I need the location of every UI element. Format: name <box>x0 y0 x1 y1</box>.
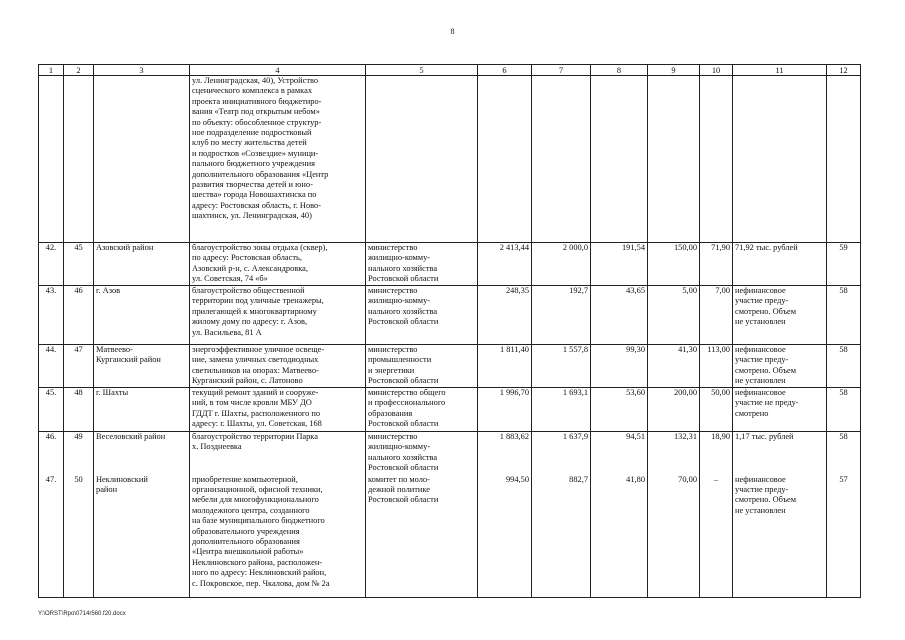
non-financial-participation: нефинансовое участие преду- смотрено. Объем не установлен <box>733 345 827 388</box>
header-cell: 2 <box>64 65 94 76</box>
value-col9: 150,00 <box>648 243 700 286</box>
non-financial-participation: нефинансовое участие преду- смотрено. Объем не установлен <box>733 475 827 598</box>
value-col6: 248,35 <box>478 286 532 345</box>
non-financial-participation: нефинансовое участие не преду- смотрено <box>733 388 827 432</box>
value-col10: 18,90 <box>700 432 733 475</box>
ministry: министерство промышленности и энергетики Ростовской области <box>366 345 478 388</box>
header-cell: 12 <box>827 65 861 76</box>
row-number: 46. <box>39 432 64 475</box>
continuation-text: ул. Ленинградская, 40), Устройство сценического комплекса в рамках проекта инициативного бюджетиро- вания «Театр под открытым небом» по объекту: обособленное структур- ное подразделение подростковый клуб по месту жительства детей и подростков «Созвездие» муници- пального бюджетного учреждения дополнительного образования «Центр развития творчества детей и юно- шества» города Новошахтинска по адресу: Ростовская область, г. Ново- шахтинск, ул. Ленинградская, 40) <box>190 76 366 243</box>
value-col6: 1 996,70 <box>478 388 532 432</box>
item-number: 49 <box>64 432 94 475</box>
municipality: г. Шахты <box>94 388 190 432</box>
row-number: 44. <box>39 345 64 388</box>
item-number: 47 <box>64 345 94 388</box>
row-number: 42. <box>39 243 64 286</box>
ministry: министерство жилищно-комму- нального хозяйства Ростовской области <box>366 243 478 286</box>
ministry: комитет по моло- дежной политике Ростовской области <box>366 475 478 598</box>
header-cell: 3 <box>94 65 190 76</box>
item-number: 50 <box>64 475 94 598</box>
value-col12: 57 <box>827 475 861 598</box>
item-number: 46 <box>64 286 94 345</box>
project-description: благоустройство общественной территории под уличные тренажеры, прилегающей к многоквартирному жилому дому по адресу: г. Азов, ул. Васильева, 81 А <box>190 286 366 345</box>
table-row <box>39 286 861 345</box>
header-cell: 8 <box>591 65 648 76</box>
project-description: благоустройство зоны отдыха (сквер), по адресу: Ростовская область, Азовский р-н, с. Александровка, ул. Советская, 74 «б» <box>190 243 366 286</box>
project-description: благоустройство территории Парка х. Позднеевка <box>190 432 366 475</box>
table-row <box>39 432 861 475</box>
continuation-row <box>39 76 861 243</box>
value-col12: 58 <box>827 345 861 388</box>
value-col9: 132,31 <box>648 432 700 475</box>
header-cell: 1 <box>39 65 64 76</box>
value-col7: 882,7 <box>532 475 591 598</box>
value-col10: 113,00 <box>700 345 733 388</box>
file-path-footer: Y:\ORST\Rpo\0714r560.f20.docx <box>38 611 126 617</box>
table-row <box>39 345 861 388</box>
value-col8: 41,80 <box>591 475 648 598</box>
municipality: Матвеево- Курганский район <box>94 345 190 388</box>
value-col8: 43,65 <box>591 286 648 345</box>
value-col7: 2 000,0 <box>532 243 591 286</box>
row-number: 47. <box>39 475 64 598</box>
value-col12: 58 <box>827 388 861 432</box>
value-col7: 192,7 <box>532 286 591 345</box>
header-cell: 6 <box>478 65 532 76</box>
header-row <box>39 65 861 76</box>
value-col8: 53,60 <box>591 388 648 432</box>
item-number: 45 <box>64 243 94 286</box>
header-cell: 7 <box>532 65 591 76</box>
value-col9: 41,30 <box>648 345 700 388</box>
value-col10: 50,00 <box>700 388 733 432</box>
header-cell: 11 <box>733 65 827 76</box>
non-financial-participation: нефинансовое участие преду- смотрено. Объем не установлен <box>733 286 827 345</box>
value-col7: 1 637,9 <box>532 432 591 475</box>
value-col12: 58 <box>827 432 861 475</box>
project-description: приобретение компьютерной, организационной, офисной техники, мебели для многофункционального молодежного центра, созданного на базе муниципального бюджетного образовательного учреждения дополнительного образования «Центра внешкольной работы» Неклиновского района, расположен- ного по адресу: Неклиновский район, с. Покровское, пер. Чкалова, дом № 2а <box>190 475 366 598</box>
header-cell: 9 <box>648 65 700 76</box>
municipality: Веселовский район <box>94 432 190 475</box>
page-number: 8 <box>450 27 455 36</box>
row-number: 43. <box>39 286 64 345</box>
value-col8: 191,54 <box>591 243 648 286</box>
item-number: 48 <box>64 388 94 432</box>
value-col6: 994,50 <box>478 475 532 598</box>
table-row <box>39 243 861 286</box>
value-col9: 5,00 <box>648 286 700 345</box>
table-row <box>39 475 861 598</box>
value-col7: 1 693,1 <box>532 388 591 432</box>
value-col8: 99,30 <box>591 345 648 388</box>
ministry: министерство общего и профессионального образования Ростовской области <box>366 388 478 432</box>
value-col8: 94,51 <box>591 432 648 475</box>
value-col12: 59 <box>827 243 861 286</box>
value-col6: 1 883,62 <box>478 432 532 475</box>
value-col10: 7,00 <box>700 286 733 345</box>
row-number: 45. <box>39 388 64 432</box>
value-col9: 70,00 <box>648 475 700 598</box>
table-row <box>39 388 861 432</box>
value-col6: 1 811,40 <box>478 345 532 388</box>
value-col7: 1 557,8 <box>532 345 591 388</box>
value-col9: 200,00 <box>648 388 700 432</box>
value-col10: – <box>700 475 733 598</box>
municipality: Азовский район <box>94 243 190 286</box>
ministry: министерство жилищно-комму- нального хозяйства Ростовской области <box>366 432 478 475</box>
municipality: г. Азов <box>94 286 190 345</box>
value-col12: 58 <box>827 286 861 345</box>
non-financial-participation: 1,17 тыс. рублей <box>733 432 827 475</box>
ministry: министерство жилищно-комму- нального хозяйства Ростовской области <box>366 286 478 345</box>
project-description: текущий ремонт зданий и сооруже- ний, в том числе кровли МБУ ДО ГДДТ г. Шахты, расположенного по адресу: г. Шахты, ул. Советская, 168 <box>190 388 366 432</box>
header-cell: 4 <box>190 65 366 76</box>
header-cell: 5 <box>366 65 478 76</box>
municipality: Неклиновский район <box>94 475 190 598</box>
header-cell: 10 <box>700 65 733 76</box>
value-col10: 71,90 <box>700 243 733 286</box>
project-description: энергоэффективное уличное освеще- ние, замена уличных светодиодных светильников на опорах: Матвеево- Курганский район, с. Латоново <box>190 345 366 388</box>
value-col6: 2 413,44 <box>478 243 532 286</box>
projects-table <box>38 64 861 598</box>
non-financial-participation: 71,92 тыс. рублей <box>733 243 827 286</box>
